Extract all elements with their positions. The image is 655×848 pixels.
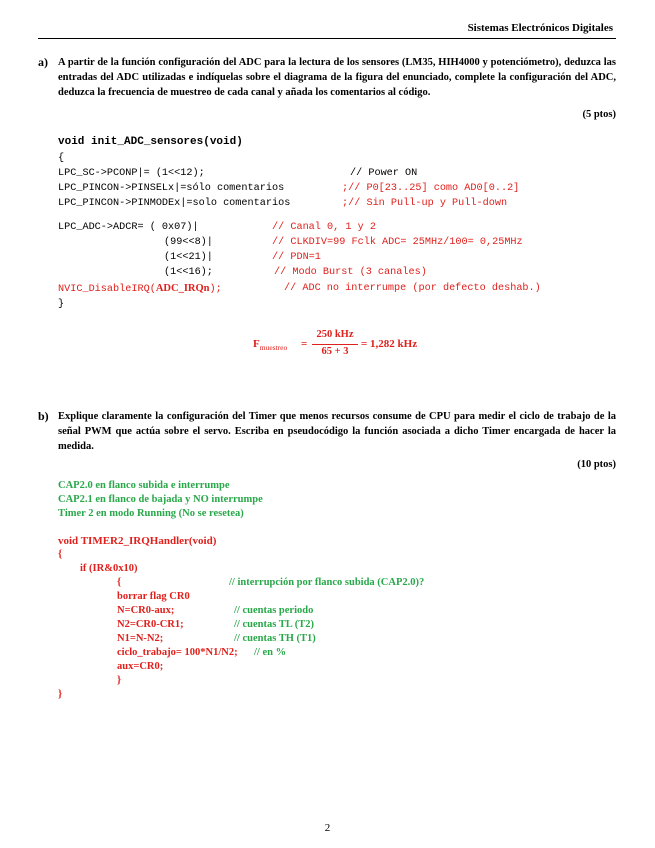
formula-subscript: muestreo [259,343,288,353]
handler-open-brace: { [58,549,63,560]
code-line-2: LPC_PINCON->PINSELx|=sólo comentarios [58,183,285,194]
handler-line-4: N1=N-N2; [117,633,164,644]
question-b-text: Explique claramente la configuración del Timer que menos recursos consume de CPU para medir el ciclo de trabajo de la señal PWM que actúa sobre el servo. Escriba en pseudocódigo la función asociada a dicho Timer encargada de hacer la medida. [58,411,616,452]
question-a-letter: a) [38,55,48,69]
handler-comment-5: // en % [254,647,287,658]
code-comment-3: ;// Sin Pull-up y Pull-down [342,198,508,209]
formula-numerator: 250 kHz [316,329,354,340]
code-signature: void init_ADC_sensores(void) [58,136,243,148]
formula-f: F [253,338,260,350]
formula-denominator: 65 + 3 [321,346,349,357]
handler-line-5: ciclo_trabajo= 100*N1/N2; [117,647,238,658]
header-rule [38,38,616,39]
question-a-points: (5 ptos) [582,109,616,120]
code-line-3: LPC_PINCON->PINMODEx|=solo comentarios [58,198,291,209]
handler-line-3: N2=CR0-CR1; [117,619,184,630]
code-comment-8: // ADC no interrumpe (por defecto deshab.) [284,283,541,294]
code-comment-6: // PDN=1 [272,252,321,263]
code-comment-7: // Modo Burst (3 canales) [274,267,427,278]
handler-inner-close: } [117,675,122,686]
code-line-5: (99<<8)| [164,237,213,248]
question-b-letter: b) [38,409,49,423]
code-comment-2: ;// P0[23..25] como AD0[0..2] [342,183,520,194]
handler-inner-open-comment: // interrupción por flanco subida (CAP2.0)? [229,577,425,588]
code-comment-5: // CLKDIV=99 Fclk ADC= 25MHz/100= 0,25MHz [272,237,523,248]
handler-inner-open: { [117,577,122,588]
handler-close-brace: } [58,689,63,700]
handler-line-6: aux=CR0; [117,661,164,672]
code-line-1: LPC_SC->PCONP|= (1<<12); [58,168,205,179]
nvic-call-suffix: ); [209,284,222,295]
formula-equals: = [301,338,308,350]
code-comment-4: // Canal 0, 1 y 2 [272,222,376,233]
code-close-brace: } [58,299,65,310]
config-line-1: CAP2.0 en flanco subida e interrumpe [58,480,230,491]
handler-comment-2: // cuentas periodo [234,605,314,616]
nvic-irq-name: ADC_IRQn [155,283,210,294]
config-line-2: CAP2.1 en flanco de bajada y NO interrumpe [58,494,263,505]
page-number: 2 [324,822,331,834]
code-line-4: LPC_ADC->ADCR= ( 0x07)| [58,222,199,233]
handler-if-line: if (IR&0x10) [80,563,138,574]
question-b-points: (10 ptos) [577,459,616,470]
code-line-6: (1<<21)| [164,252,213,263]
formula-result: = 1,282 kHz [361,338,418,350]
page-header-title: Sistemas Electrónicos Digitales [467,22,613,34]
code-line-8 [58,283,222,295]
code-line-7: (1<<16); [164,267,213,278]
question-a-text: A partir de la función configuración del ADC para la lectura de los sensores (LM35, HIH4000 y potenciómetro), deduzca las entradas del ADC utilizadas e indíquelas sobre el diagrama de la figura del enunciado, complete la configuración del ADC, deduzca la frecuencia de muestreo de cada canal y añada los comentarios al código. [58,57,616,98]
handler-line-2: N=CR0-aux; [117,605,175,616]
handler-signature: void TIMER2_IRQHandler(void) [58,535,217,547]
handler-comment-3: // cuentas TL (T2) [234,619,315,630]
code-open-brace: { [58,153,65,164]
code-comment-1: // Power ON [350,168,418,179]
handler-line-1: borrar flag CR0 [117,591,190,602]
formula-lhs [253,338,287,352]
formula-fraction-bar [312,344,358,345]
nvic-call-prefix: NVIC_DisableIRQ( [58,284,156,295]
config-line-3: Timer 2 en modo Running (No se resetea) [58,508,244,519]
handler-comment-4: // cuentas TH (T1) [234,633,316,644]
